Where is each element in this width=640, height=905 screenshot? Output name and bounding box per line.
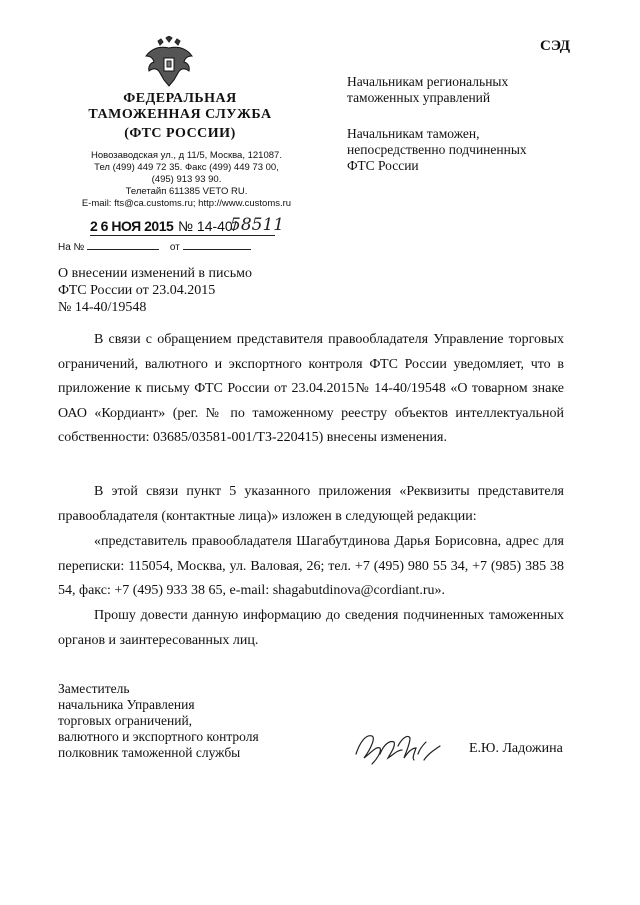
agency-address: Новозаводская ул., д 11/5, Москва, 121087. bbox=[91, 150, 282, 161]
double-headed-eagle-emblem bbox=[140, 36, 198, 88]
addressee-customs-line3: ФТС России bbox=[347, 158, 419, 173]
agency-phone: Тел (499) 449 72 35. Факс (499) 449 73 00, bbox=[94, 162, 279, 173]
na-label: На № bbox=[58, 242, 85, 253]
agency-teletype: Телетайп 611385 VETO RU. bbox=[125, 186, 248, 197]
registration-number: № 14-40/ bbox=[178, 218, 237, 234]
signatory-title-line1: Заместитель bbox=[58, 681, 130, 696]
body-paragraph-4: Прошу довести данную информацию до сведения подчиненных таможенных органов и заинтересованных лиц. bbox=[58, 608, 564, 648]
body-paragraph-1: В связи с обращением представителя правообладателя Управление торговых ограничений, валютного и экспортного контроля ФТС России уведомляет, что в приложение к письму ФТС России от 23.04.2015№ 14-40/19548 «О товарном знаке ОАО «Кордиант» (рег. № по таможенному реестру объектов интеллектуальной собственности: 03685/03581-001/ТЗ-220415) внесены изменения. bbox=[58, 332, 564, 445]
addressee-customs-line2: непосредственно подчиненных bbox=[347, 142, 527, 157]
addressee-customs bbox=[347, 126, 607, 174]
addressee-regional bbox=[347, 74, 607, 106]
body-paragraph-3: «представитель правообладателя Шагабутдинова Дарья Борисовна, адрес для переписки: 115054, Москва, ул. Валовая, 26; тел. +7 (495) 980 55 34, +7 (985) 385 38 54, факс: +7 (495) 933 38 65, e-mail: shagabutdinova@cordiant.ru». bbox=[58, 534, 564, 598]
subject-line3: № 14-40/19548 bbox=[58, 300, 147, 315]
registration-date: 2 6 НОЯ 2015 bbox=[90, 218, 174, 234]
ot-blank bbox=[183, 240, 251, 250]
signatory-title-line2: начальника Управления bbox=[58, 697, 195, 712]
handwritten-signature bbox=[350, 724, 450, 768]
subject-line2: ФТС России от 23.04.2015 bbox=[58, 283, 216, 298]
signatory-title bbox=[58, 681, 318, 761]
na-blank bbox=[87, 240, 159, 250]
addressee-regional-line1: Начальникам региональных bbox=[347, 74, 509, 89]
registration-underline bbox=[90, 235, 275, 236]
signatory-title-line3: торговых ограничений, bbox=[58, 713, 193, 728]
body-paragraph-2: В этой связи пункт 5 указанного приложения «Реквизиты представителя правообладателя (контактные лица)» изложен в следующей редакции: bbox=[58, 484, 564, 524]
addressee-customs-line1: Начальникам таможен, bbox=[347, 126, 480, 141]
reply-to-line bbox=[58, 240, 251, 253]
agency-name-line1: ФЕДЕРАЛЬНАЯ bbox=[123, 91, 237, 106]
agency-phone-2: (495) 913 93 90. bbox=[151, 174, 222, 185]
agency-short-name: (ФТС РОССИИ) bbox=[124, 126, 236, 141]
registration-number-handwritten: 58511 bbox=[230, 215, 285, 235]
signatory-title-line4: валютного и экспортного контроля bbox=[58, 729, 259, 744]
subject bbox=[58, 265, 318, 316]
agency-name-line2: ТАМОЖЕННАЯ СЛУЖБА bbox=[88, 107, 272, 122]
signatory-title-line5: полковник таможенной службы bbox=[58, 745, 241, 760]
ot-label: от bbox=[169, 242, 180, 253]
signatory-name: Е.Ю. Ладожина bbox=[469, 741, 563, 756]
agency-email: E-mail: fts@ca.customs.ru; http://www.customs.ru bbox=[81, 198, 292, 209]
registration-line bbox=[90, 215, 390, 237]
document-code: СЭД bbox=[540, 38, 571, 54]
addressee-regional-line2: таможенных управлений bbox=[347, 90, 491, 105]
subject-line1: О внесении изменений в письмо bbox=[58, 266, 252, 281]
